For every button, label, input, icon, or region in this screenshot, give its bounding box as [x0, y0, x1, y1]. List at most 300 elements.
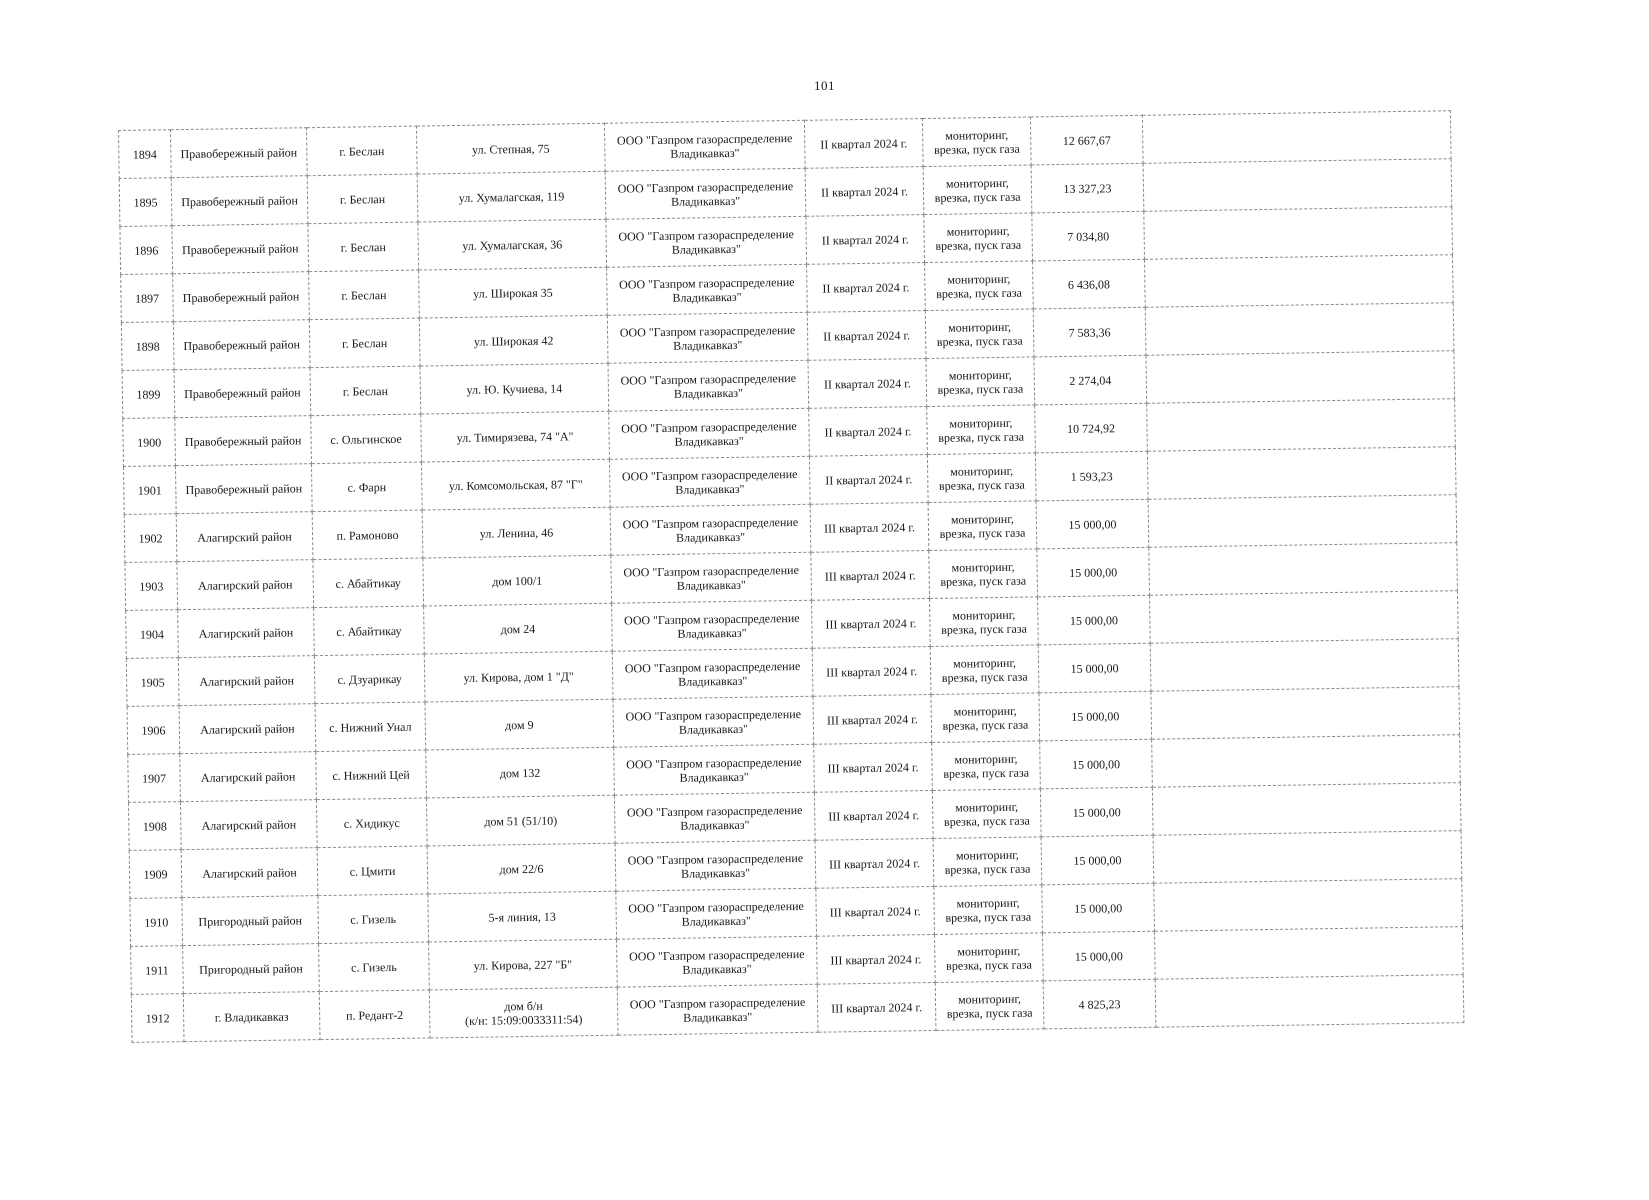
- organization-cell: [617, 936, 818, 987]
- district-cell: [180, 752, 317, 802]
- amount: 15 000,00: [1074, 948, 1123, 964]
- organization-cell: [616, 888, 817, 939]
- district-cell: [178, 608, 315, 658]
- period: III квартал 2024 г.: [829, 903, 921, 920]
- row-number: 1908: [142, 818, 167, 834]
- row-number: 1909: [143, 866, 168, 882]
- registry-table: [118, 110, 1464, 1043]
- locality-cell: [310, 366, 421, 416]
- empty-cell: [1144, 207, 1453, 260]
- row-number: 1910: [144, 914, 169, 930]
- work-type-line-1: мониторинг,: [955, 799, 1019, 815]
- organization-line-1: ООО "Газпром газораспределение: [623, 610, 800, 628]
- organization-cell: [609, 408, 810, 459]
- amount-cell: [1043, 979, 1156, 1029]
- organization-line-1: ООО "Газпром газораспределение: [619, 274, 795, 292]
- period-cell: [812, 599, 931, 649]
- period: II квартал 2024 г.: [823, 375, 911, 392]
- work-type-line-2: врезка, пуск газа: [942, 717, 1029, 733]
- amount: 12 667,67: [1062, 132, 1111, 148]
- amount: 15 000,00: [1072, 804, 1121, 820]
- work-type-line-1: мониторинг,: [949, 415, 1013, 431]
- page-number: 101: [814, 78, 835, 93]
- organization-line-2: Владикавказ": [678, 673, 748, 689]
- organization-line-2: Владикавказ": [678, 721, 749, 737]
- row-number-cell: [120, 226, 173, 275]
- address-cell: [429, 987, 618, 1038]
- amount: 15 000,00: [1074, 900, 1123, 916]
- organization-line-1: ООО "Газпром газораспределение: [629, 994, 806, 1012]
- amount-cell: [1038, 595, 1151, 645]
- row-number-cell: [126, 658, 179, 707]
- work-type-line-2: врезка, пуск газа: [946, 957, 1032, 973]
- empty-cell: [1152, 735, 1461, 788]
- work-type-cell: [931, 693, 1040, 743]
- address: ул. Широкая 42: [473, 333, 554, 349]
- empty-cell: [1143, 159, 1452, 212]
- address-cell: [421, 459, 610, 510]
- district-cell: [175, 464, 312, 514]
- work-type-cell: [926, 357, 1035, 407]
- period: II квартал 2024 г.: [821, 231, 909, 248]
- district: Алагирский район: [202, 864, 297, 881]
- address: ул. Кирова, 227 "Б": [473, 956, 573, 973]
- organization-line-2: Владикавказ": [679, 769, 749, 785]
- address-cell: [418, 219, 607, 270]
- organization-line-1: ООО "Газпром газораспределение: [622, 514, 799, 532]
- period-cell: [814, 742, 933, 792]
- row-number-cell: [129, 850, 182, 899]
- district-cell: [180, 800, 317, 850]
- address-cell: [425, 699, 614, 750]
- work-type-line-1: мониторинг,: [947, 319, 1012, 335]
- amount: 15 000,00: [1071, 756, 1121, 772]
- work-type-line-1: мониторинг,: [945, 127, 1009, 143]
- locality-cell: [312, 510, 423, 560]
- organization-line-2: Владикавказ": [672, 289, 742, 305]
- work-type-cell: [932, 741, 1041, 791]
- locality-cell: [309, 270, 420, 320]
- organization-line-1: ООО "Газпром газораспределение: [623, 562, 799, 580]
- work-type-line-2: врезка, пуск газа: [945, 909, 1032, 925]
- address: ул. Кирова, дом 1 "Д": [463, 668, 574, 685]
- work-type-line-2: врезка, пуск газа: [946, 1005, 1033, 1021]
- row-number-cell: [121, 322, 174, 371]
- work-type-line-1: мониторинг,: [950, 511, 1014, 527]
- period-cell: [815, 838, 934, 888]
- organization-cell: [612, 648, 813, 699]
- organization-cell: [614, 744, 815, 795]
- organization-line-1: ООО "Газпром газораспределение: [627, 850, 804, 868]
- amount-cell: [1034, 355, 1147, 405]
- period-cell: [814, 790, 933, 840]
- address: ул. Широкая 35: [473, 285, 553, 301]
- amount-cell: [1039, 691, 1152, 741]
- row-number: 1904: [139, 626, 165, 642]
- empty-cell: [1148, 495, 1457, 548]
- organization-line-2: Владикавказ": [683, 1009, 753, 1025]
- period-cell: [813, 695, 932, 745]
- organization-cell: [610, 504, 811, 555]
- row-number: 1900: [137, 434, 162, 450]
- empty-cell: [1142, 111, 1451, 164]
- work-type-line-1: мониторинг,: [951, 559, 1015, 575]
- organization-line-2: Владикавказ": [673, 385, 744, 401]
- address: дом б/н (к/н: 15:09:0033311:54): [464, 998, 583, 1028]
- period-cell: [809, 407, 928, 457]
- locality: с. Гизель: [350, 911, 397, 927]
- amount: 4 825,23: [1078, 996, 1121, 1012]
- address: ул. Комсомольская, 87 "Г": [448, 476, 583, 493]
- period: II квартал 2024 г.: [824, 423, 912, 440]
- work-type-cell: [923, 165, 1032, 215]
- locality-cell: [314, 606, 425, 656]
- work-type-cell: [922, 117, 1031, 167]
- row-number: 1905: [140, 674, 165, 690]
- address-cell: [424, 651, 613, 702]
- row-number-cell: [119, 178, 172, 227]
- row-number: 1895: [133, 194, 158, 210]
- work-type-line-1: мониторинг,: [947, 271, 1011, 287]
- address: дом 51 (51/10): [484, 813, 558, 829]
- empty-cell: [1154, 879, 1463, 932]
- district-cell: [183, 944, 320, 994]
- organization-line-2: Владикавказ": [677, 625, 747, 641]
- locality: с. Нижний Унал: [329, 719, 412, 735]
- district-cell: [182, 896, 319, 946]
- work-type-cell: [929, 549, 1038, 599]
- work-type-line-2: врезка, пуск газа: [938, 477, 1025, 493]
- district-cell: [172, 224, 309, 274]
- organization-line-2: Владикавказ": [681, 913, 751, 929]
- amount: 2 274,04: [1069, 372, 1112, 388]
- locality-cell: [306, 126, 417, 176]
- work-type-cell: [932, 789, 1041, 839]
- empty-cell: [1146, 351, 1455, 404]
- locality-cell: [316, 750, 427, 800]
- empty-cell: [1150, 639, 1459, 692]
- district: Правобережный район: [185, 480, 303, 497]
- locality: с. Нижний Цей: [332, 767, 410, 783]
- work-type-line-1: мониторинг,: [948, 367, 1012, 383]
- work-type-line-2: врезка, пуск газа: [937, 381, 1024, 397]
- locality: с. Абайтикау: [335, 575, 401, 591]
- amount: 15 000,00: [1070, 660, 1119, 676]
- row-number-cell: [131, 946, 184, 995]
- locality-cell: [319, 942, 430, 992]
- period: III квартал 2024 г.: [826, 663, 918, 680]
- row-number: 1899: [136, 386, 161, 402]
- row-number: 1912: [145, 1010, 170, 1026]
- organization-cell: [612, 600, 813, 651]
- row-number-cell: [127, 706, 180, 755]
- address: ул. Ленина, 46: [479, 525, 554, 541]
- period-cell: [806, 215, 925, 265]
- empty-cell: [1154, 927, 1463, 980]
- work-type-line-2: врезка, пуск газа: [943, 813, 1030, 829]
- row-number: 1907: [142, 770, 167, 786]
- work-type-line-2: врезка, пуск газа: [935, 237, 1022, 253]
- work-type-line-1: мониторинг,: [957, 991, 1022, 1007]
- district: Правобережный район: [183, 336, 301, 353]
- row-number: 1894: [132, 146, 157, 162]
- locality-cell: [311, 462, 422, 512]
- work-type-line-1: мониторинг,: [953, 703, 1017, 719]
- address-cell: [419, 315, 608, 366]
- district-cell: [173, 320, 310, 370]
- period: III квартал 2024 г.: [831, 999, 923, 1016]
- locality: с. Цмити: [349, 863, 396, 879]
- organization-cell: [607, 312, 808, 363]
- amount: 1 593,23: [1070, 468, 1113, 484]
- district: Правобережный район: [184, 432, 302, 449]
- row-number: 1902: [138, 530, 163, 546]
- district-cell: [173, 272, 310, 322]
- work-type-cell: [930, 645, 1039, 695]
- address: ул. Хумалагская, 36: [462, 236, 563, 253]
- work-type-line-2: врезка, пуск газа: [943, 765, 1030, 781]
- locality-cell: [308, 222, 419, 272]
- locality: г. Беслан: [341, 287, 387, 303]
- work-type-line-1: мониторинг,: [955, 847, 1019, 863]
- amount-cell: [1043, 931, 1156, 981]
- amount: 15 000,00: [1073, 852, 1122, 868]
- address-cell: [416, 123, 605, 174]
- address-cell: [428, 891, 617, 942]
- amount: 15 000,00: [1069, 564, 1118, 580]
- organization-cell: [607, 264, 808, 315]
- address-cell: [421, 411, 610, 462]
- work-type-line-1: мониторинг,: [954, 751, 1018, 767]
- organization-cell: [611, 552, 812, 603]
- row-number-cell: [122, 370, 175, 419]
- row-number-cell: [119, 130, 172, 179]
- period-cell: [809, 455, 928, 505]
- period-cell: [805, 167, 924, 217]
- work-type-line-2: врезка, пуск газа: [933, 141, 1020, 157]
- period-cell: [810, 503, 929, 553]
- organization-line-2: Владикавказ": [671, 241, 741, 257]
- locality: п. Рамоново: [336, 527, 399, 543]
- organization-line-1: ООО "Газпром газораспределение: [625, 706, 802, 724]
- work-type-line-1: мониторинг,: [945, 175, 1009, 191]
- locality-cell: [319, 990, 430, 1040]
- empty-cell: [1152, 783, 1461, 836]
- organization-line-1: ООО "Газпром газораспределение: [617, 178, 794, 196]
- row-number: 1897: [134, 290, 160, 306]
- period-cell: [817, 982, 936, 1032]
- amount: 7 034,80: [1067, 228, 1110, 244]
- period: III квартал 2024 г.: [826, 711, 918, 728]
- locality: с. Фарн: [347, 479, 387, 495]
- locality: г. Беслан: [342, 383, 389, 399]
- work-type-cell: [934, 885, 1043, 935]
- district-cell: [175, 416, 312, 466]
- period: II квартал 2024 г.: [820, 135, 908, 152]
- address-cell: [426, 747, 615, 798]
- locality-cell: [313, 558, 424, 608]
- organization-line-2: Владикавказ": [680, 865, 751, 881]
- district: Алагирский район: [201, 816, 297, 833]
- organization-line-2: Владикавказ": [670, 145, 740, 161]
- amount: 15 000,00: [1069, 612, 1118, 628]
- organization-cell: [604, 120, 805, 171]
- locality: с. Гизель: [350, 959, 397, 975]
- district: Пригородный район: [199, 960, 303, 977]
- work-type-cell: [927, 453, 1036, 503]
- period-cell: [811, 551, 930, 601]
- locality: с. Ольгинское: [330, 431, 402, 447]
- work-type-line-1: мониторинг,: [952, 655, 1017, 671]
- address-cell: [422, 507, 611, 558]
- address: дом 24: [500, 621, 536, 636]
- work-type-cell: [927, 405, 1036, 455]
- locality-cell: [317, 846, 428, 896]
- empty-cell: [1147, 399, 1456, 452]
- address-cell: [423, 555, 612, 606]
- period-cell: [816, 886, 935, 936]
- locality-cell: [309, 318, 420, 368]
- organization-cell: [605, 168, 806, 219]
- district-cell: [171, 128, 308, 178]
- district: Алагирский район: [198, 624, 294, 641]
- address-cell: [426, 795, 615, 846]
- address: ул. Тимирязева, 74 "А": [456, 428, 574, 445]
- empty-cell: [1153, 831, 1462, 884]
- row-number: 1906: [141, 722, 166, 738]
- address: ул. Степная, 75: [471, 141, 550, 157]
- amount-cell: [1030, 115, 1143, 165]
- amount-cell: [1033, 259, 1146, 309]
- amount: 15 000,00: [1071, 708, 1120, 724]
- organization-cell: [613, 696, 814, 747]
- district: Алагирский район: [200, 720, 295, 737]
- locality-cell: [311, 414, 422, 464]
- work-type-cell: [925, 261, 1034, 311]
- work-type-line-2: врезка, пуск газа: [936, 333, 1023, 349]
- district-cell: [179, 704, 316, 754]
- organization-line-2: Владикавказ": [682, 961, 752, 977]
- amount: 6 436,08: [1067, 276, 1110, 292]
- registry-sheet: [118, 110, 1463, 1043]
- district: Правобережный район: [181, 240, 299, 257]
- row-number-cell: [126, 610, 179, 659]
- organization-line-2: Владикавказ": [673, 337, 743, 353]
- work-type-cell: [930, 597, 1039, 647]
- period: III квартал 2024 г.: [828, 855, 920, 872]
- locality: с. Хидикус: [343, 815, 400, 831]
- empty-cell: [1147, 447, 1456, 500]
- work-type-cell: [935, 981, 1044, 1031]
- row-number-cell: [130, 898, 183, 947]
- row-number: 1903: [139, 578, 164, 594]
- period: III квартал 2024 г.: [824, 567, 916, 584]
- period: II квартал 2024 г.: [820, 183, 909, 200]
- address-cell: [417, 171, 606, 222]
- row-number-cell: [121, 274, 174, 323]
- locality: с. Дзуарикау: [337, 671, 402, 687]
- period: II квартал 2024 г.: [822, 279, 910, 296]
- row-number: 1898: [135, 338, 160, 354]
- organization-line-1: ООО "Газпром газораспределение: [621, 466, 798, 484]
- address: ул. Ю. Кучиева, 14: [466, 380, 563, 397]
- amount: 7 583,36: [1068, 324, 1111, 340]
- empty-cell: [1145, 255, 1454, 308]
- district-cell: [176, 512, 313, 562]
- organization-line-1: ООО "Газпром газораспределение: [626, 802, 803, 820]
- district: Алагирский район: [199, 672, 295, 689]
- amount-cell: [1036, 499, 1149, 549]
- period: III квартал 2024 г.: [823, 519, 916, 536]
- period-cell: [804, 119, 923, 169]
- district-cell: [177, 560, 314, 610]
- row-number-cell: [124, 514, 177, 563]
- registry-rows: [119, 111, 1464, 1043]
- district-cell: [181, 848, 318, 898]
- organization-line-1: ООО "Газпром газораспределение: [628, 946, 805, 964]
- locality-cell: [316, 798, 427, 848]
- work-type-cell: [924, 213, 1033, 263]
- period-cell: [808, 359, 927, 409]
- amount-cell: [1035, 403, 1148, 453]
- work-type-line-2: врезка, пуск газа: [938, 429, 1025, 445]
- district-cell: [174, 368, 311, 418]
- period: III квартал 2024 г.: [830, 951, 922, 968]
- work-type-line-2: врезка, пуск газа: [944, 861, 1031, 877]
- work-type-line-2: врезка, пуск газа: [934, 189, 1021, 205]
- empty-cell: [1150, 591, 1459, 644]
- district-cell: [178, 656, 315, 706]
- locality: г. Беслан: [340, 239, 386, 255]
- amount-cell: [1042, 883, 1155, 933]
- empty-cell: [1149, 543, 1458, 596]
- district: Алагирский район: [200, 768, 296, 785]
- row-number: 1901: [137, 482, 162, 498]
- work-type-line-1: мониторинг,: [956, 895, 1020, 911]
- locality: г. Беслан: [339, 191, 386, 207]
- organization-line-2: Владикавказ": [670, 193, 741, 209]
- work-type-cell: [935, 933, 1044, 983]
- amount-cell: [1033, 307, 1146, 357]
- address: дом 132: [499, 765, 541, 780]
- address-cell: [424, 603, 613, 654]
- work-type-line-2: врезка, пуск газа: [941, 669, 1028, 685]
- district: Пригородный район: [198, 912, 303, 929]
- work-type-line-1: мониторинг,: [950, 463, 1014, 479]
- locality: г. Беслан: [339, 143, 385, 159]
- organization-cell: [608, 360, 809, 411]
- address: дом 100/1: [492, 573, 543, 588]
- amount-cell: [1041, 835, 1154, 885]
- period: II квартал 2024 г.: [825, 471, 913, 488]
- locality-cell: [314, 654, 425, 704]
- address: 5-я линия, 13: [488, 909, 556, 925]
- district: г. Владикавказ: [214, 1009, 289, 1025]
- amount-cell: [1031, 163, 1144, 213]
- amount: 10 724,92: [1066, 420, 1116, 436]
- empty-cell: [1145, 303, 1454, 356]
- organization-cell: [606, 216, 807, 267]
- organization-line-2: Владикавказ": [675, 529, 746, 545]
- row-number: 1911: [145, 962, 169, 978]
- period-cell: [817, 934, 936, 984]
- organization-cell: [617, 984, 818, 1035]
- row-number-cell: [125, 562, 178, 611]
- organization-line-1: ООО "Газпром газораспределение: [621, 418, 797, 436]
- row-number-cell: [128, 754, 181, 803]
- amount-cell: [1038, 643, 1151, 693]
- address: дом 22/6: [499, 861, 544, 876]
